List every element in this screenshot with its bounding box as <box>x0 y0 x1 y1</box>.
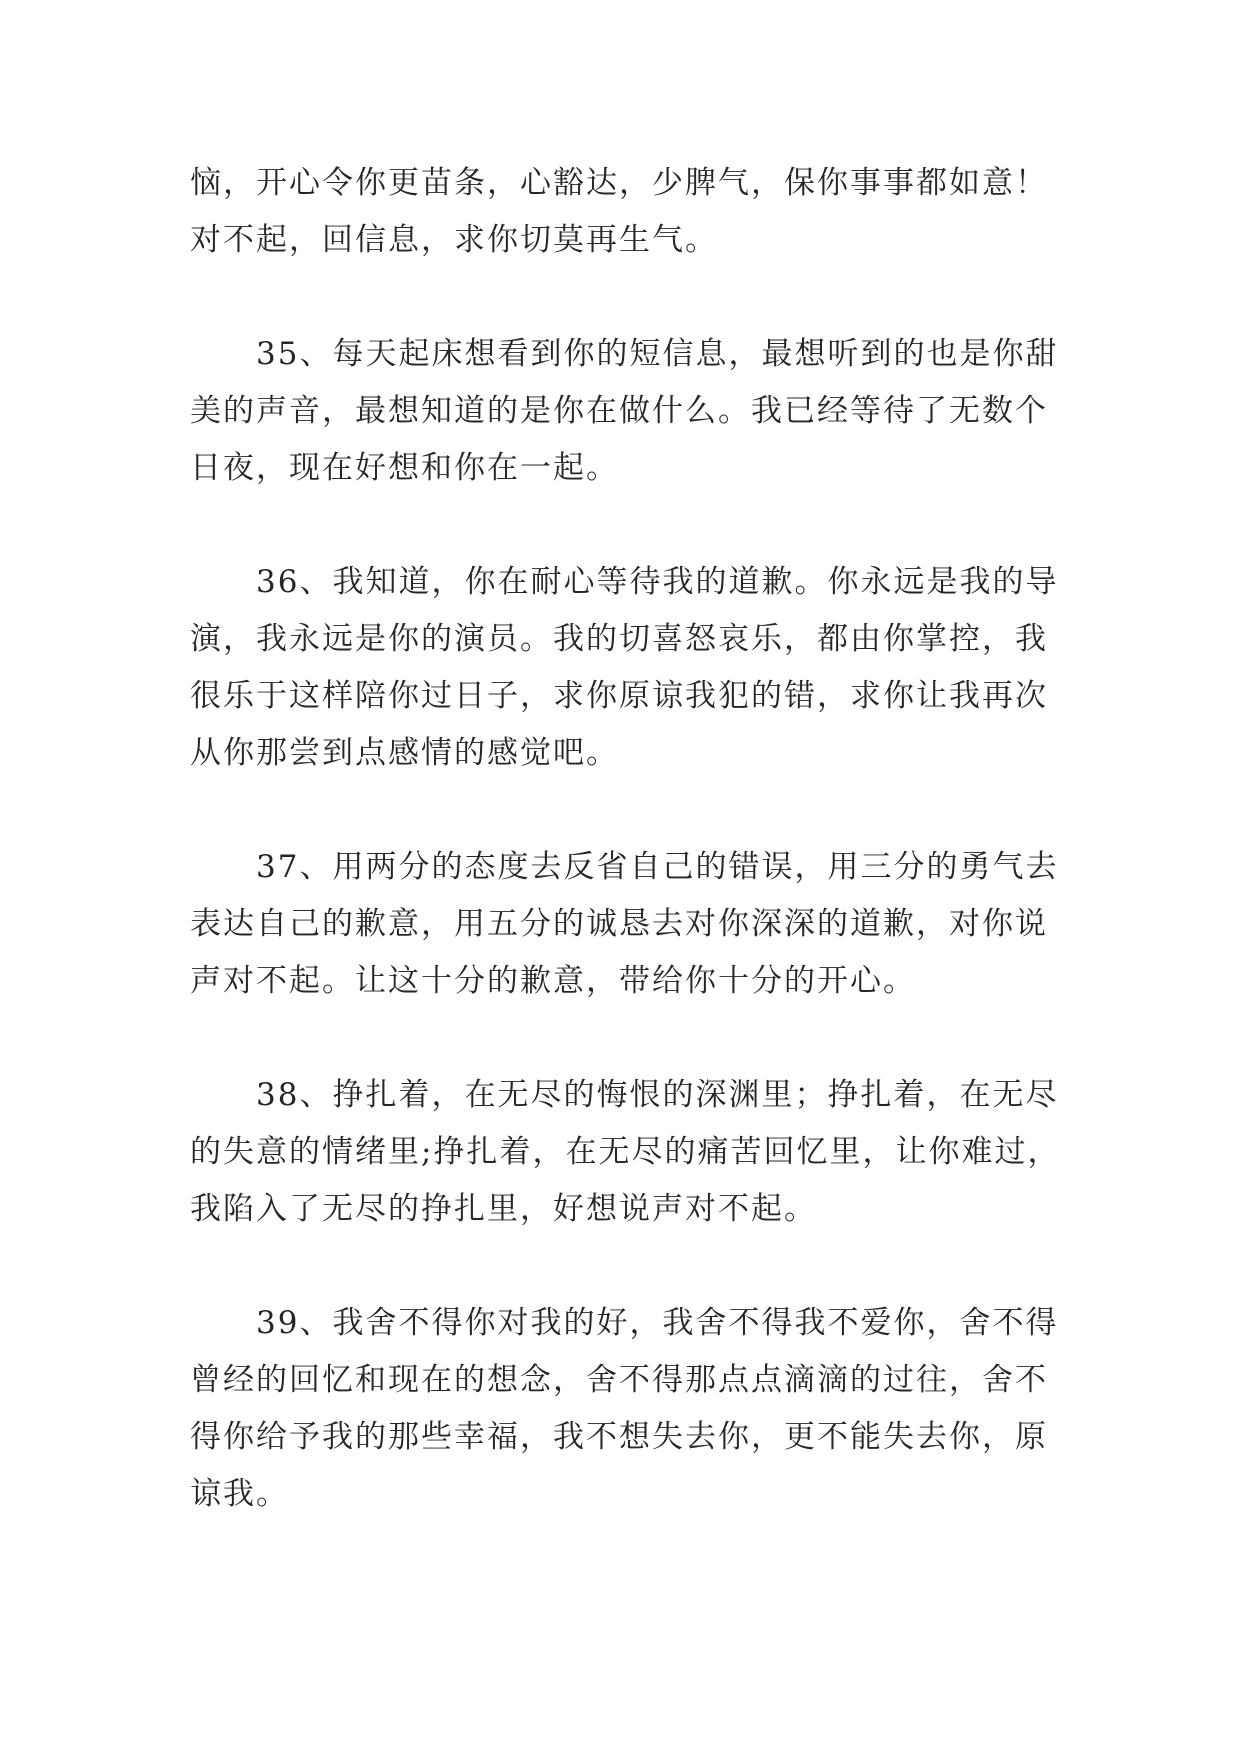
text-line: 35、每天起床想看到你的短信息，最想听到的也是你甜 <box>256 336 1059 372</box>
text-line: 我陷入了无尽的挣扎里，好想说声对不起。 <box>190 1191 817 1227</box>
text-line: 恼，开心令你更苗条，心豁达，少脾气，保你事事都如意！ <box>190 165 1048 201</box>
text-line: 从你那尝到点感情的感觉吧。 <box>190 735 619 771</box>
text-line: 曾经的回忆和现在的想念，舍不得那点点滴滴的过往，舍不 <box>190 1362 1048 1398</box>
paragraph-37 <box>190 839 1060 1010</box>
body-text <box>190 155 1060 1580</box>
text-line: 演，我永远是你的演员。我的切喜怒哀乐，都由你掌控，我 <box>190 621 1048 657</box>
text-line: 声对不起。让这十分的歉意，带给你十分的开心。 <box>190 963 916 999</box>
paragraph-38 <box>190 1067 1060 1238</box>
paragraph-35 <box>190 326 1060 497</box>
text-line: 38、挣扎着，在无尽的悔恨的深渊里；挣扎着，在无尽 <box>256 1077 1059 1113</box>
text-line: 得你给予我的那些幸福，我不想失去你，更不能失去你，原 <box>190 1419 1048 1455</box>
text-line: 36、我知道，你在耐心等待我的道歉。你永远是我的导 <box>256 564 1059 600</box>
text-line: 39、我舍不得你对我的好，我舍不得我不爱你，舍不得 <box>256 1305 1059 1341</box>
text-line: 37、用两分的态度去反省自己的错误，用三分的勇气去 <box>256 849 1059 885</box>
text-line: 日夜，现在好想和你在一起。 <box>190 450 619 486</box>
text-line: 对不起，回信息，求你切莫再生气。 <box>190 222 718 258</box>
text-line: 很乐于这样陪你过日子，求你原谅我犯的错，求你让我再次 <box>190 678 1048 714</box>
paragraph-continued <box>190 155 1060 269</box>
text-line: 美的声音，最想知道的是你在做什么。我已经等待了无数个 <box>190 393 1048 429</box>
paragraph-36 <box>190 554 1060 782</box>
text-line: 表达自己的歉意，用五分的诚恳去对你深深的道歉，对你说 <box>190 906 1048 942</box>
text-line: 谅我。 <box>190 1476 289 1512</box>
paragraph-39 <box>190 1295 1060 1523</box>
text-line: 的失意的情绪里;挣扎着，在无尽的痛苦回忆里，让你难过， <box>190 1134 1061 1170</box>
